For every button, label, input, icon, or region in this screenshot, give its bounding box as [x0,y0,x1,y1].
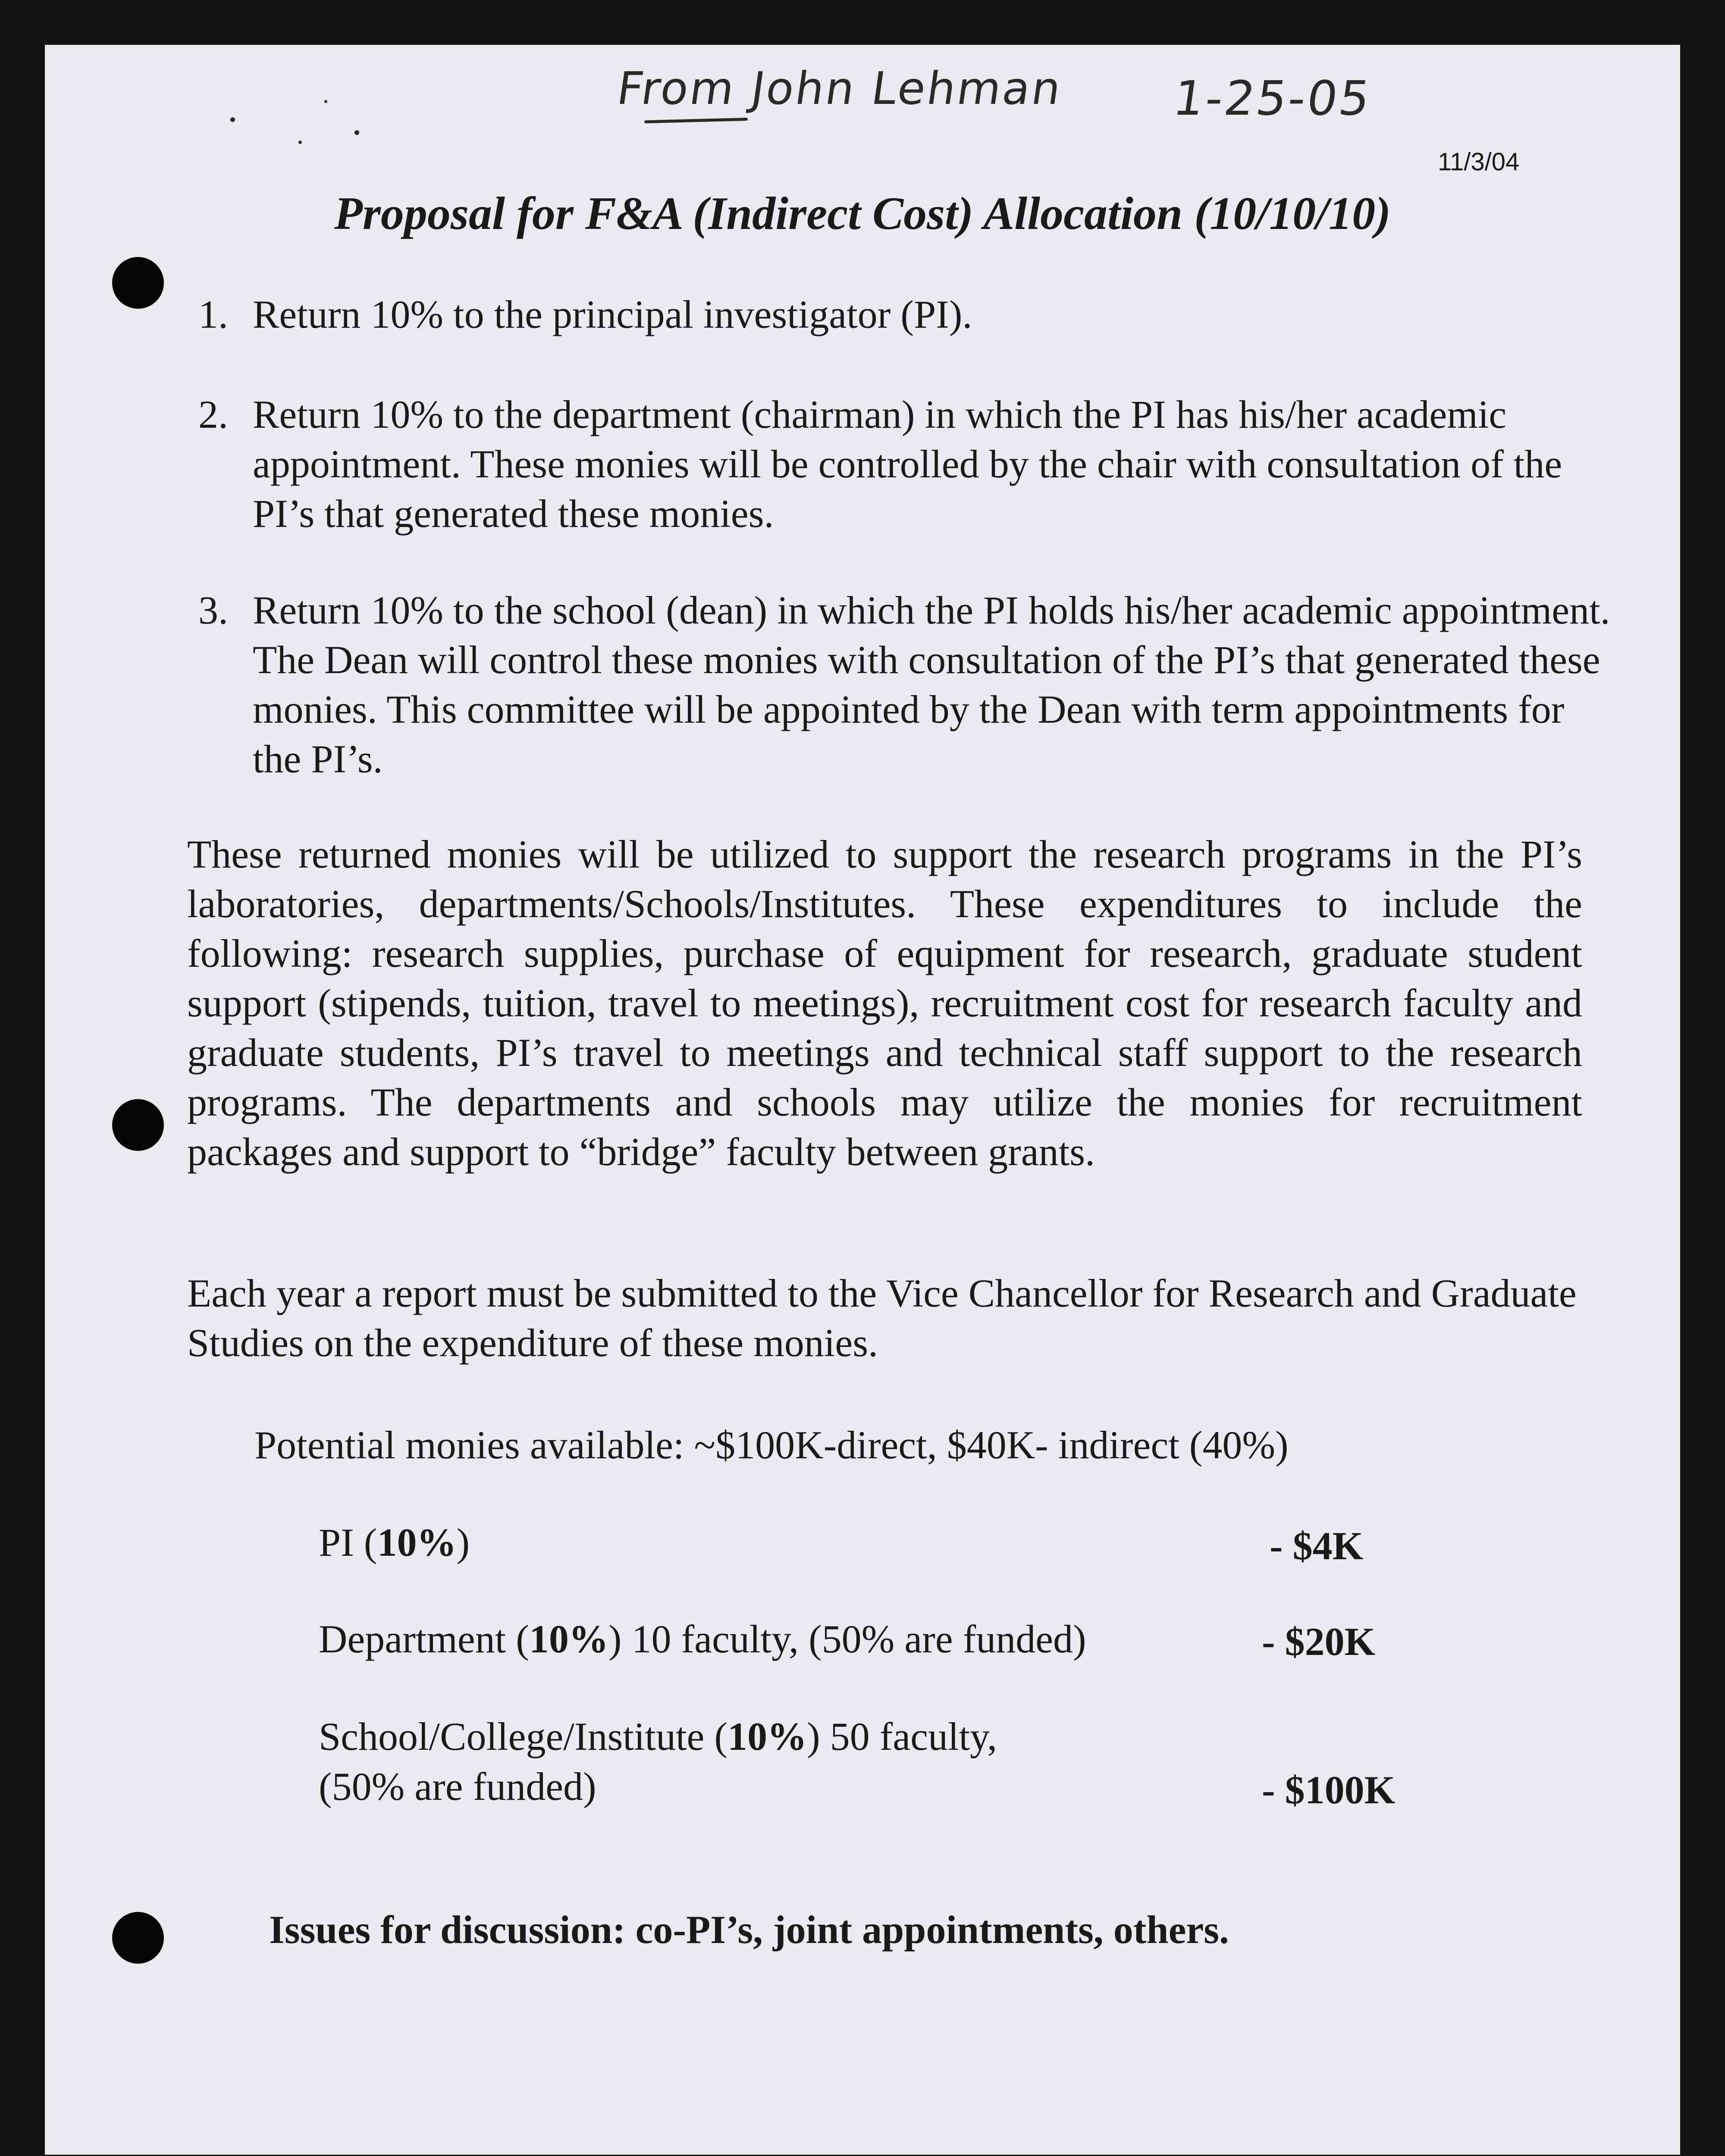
document-date: 11/3/04 [1438,148,1520,176]
handwritten-underline [644,118,748,123]
document-page [45,45,1680,2155]
allocation-label-department: Department (10%) 10 faculty, (50% are funded) [319,1617,1086,1661]
allocation-amount-school: - $100K [1262,1768,1396,1812]
potential-monies: Potential monies available: ~$100K-direct, $40K- indirect (40%) [254,1423,1289,1467]
allocation-label-pi: PI (10%) [319,1520,470,1564]
page-title: Proposal for F&A (Indirect Cost) Allocation (10/10/10) [334,188,1391,239]
list-text: Return 10% to the school (dean) in which the PI holds his/her academic appointment. The Dean will control these monies with consultation of the PI’s that generated these monies. This committee will be appointed by the Dean with term appointments for the PI’s. [253,588,1610,781]
ink-speck [324,100,327,103]
binder-hole-top [112,257,164,309]
list-item-2 [198,390,1611,539]
allocation-percent: 10% [529,1617,608,1661]
list-number: 1. [198,292,228,336]
binder-hole-bottom [112,1912,164,1964]
allocation-amount-pi: - $4K [1270,1524,1364,1568]
handwritten-from-note: From John Lehman [614,62,1066,115]
ink-speck [354,130,359,135]
list-number: 3. [198,588,228,632]
list-item-1 [198,290,1611,339]
allocation-label-school: School/College/Institute (10%) 50 faculty, [319,1714,997,1758]
ink-speck [298,141,302,144]
list-text: Return 10% to the department (chairman) in which the PI has his/her academic appointment. These monies will be controlled by the chair with consultation of the PI’s that generated these monies. [253,392,1562,536]
allocation-amount-department: - $20K [1262,1620,1376,1664]
binder-hole-middle [112,1099,164,1151]
allocation-percent: 10% [377,1520,457,1564]
paragraph-use-of-monies: These returned monies will be utilized to support the research programs in the PI’s laboratories, departments/Schools/Institutes. These expenditures to include the following: research supplies, purchase of equipment for research, graduate student support (stipends, tuition, travel to meetings), recruitment cost for research faculty and graduate students, PI’s travel to meetings and technical staff support to the research programs. The departments and schools may utilize the monies for recruitment packages and support to “bridge” faculty between grants. [187,832,1582,1174]
allocation-label-school-line2: (50% are funded) [319,1764,596,1808]
paragraph-annual-report: Each year a report must be submitted to the Vice Chancellor for Research and Graduate Studies on the expenditure of these monies. [187,1271,1577,1365]
list-text: Return 10% to the principal investigator (PI). [253,292,972,336]
issues-for-discussion: Issues for discussion: co-PI’s, joint appointments, others. [269,1908,1229,1952]
allocation-percent: 10% [728,1714,807,1758]
list-item-3 [198,586,1611,784]
ink-speck [230,117,235,122]
list-number: 2. [198,392,228,436]
handwritten-date: 1-25-05 [1170,71,1375,126]
